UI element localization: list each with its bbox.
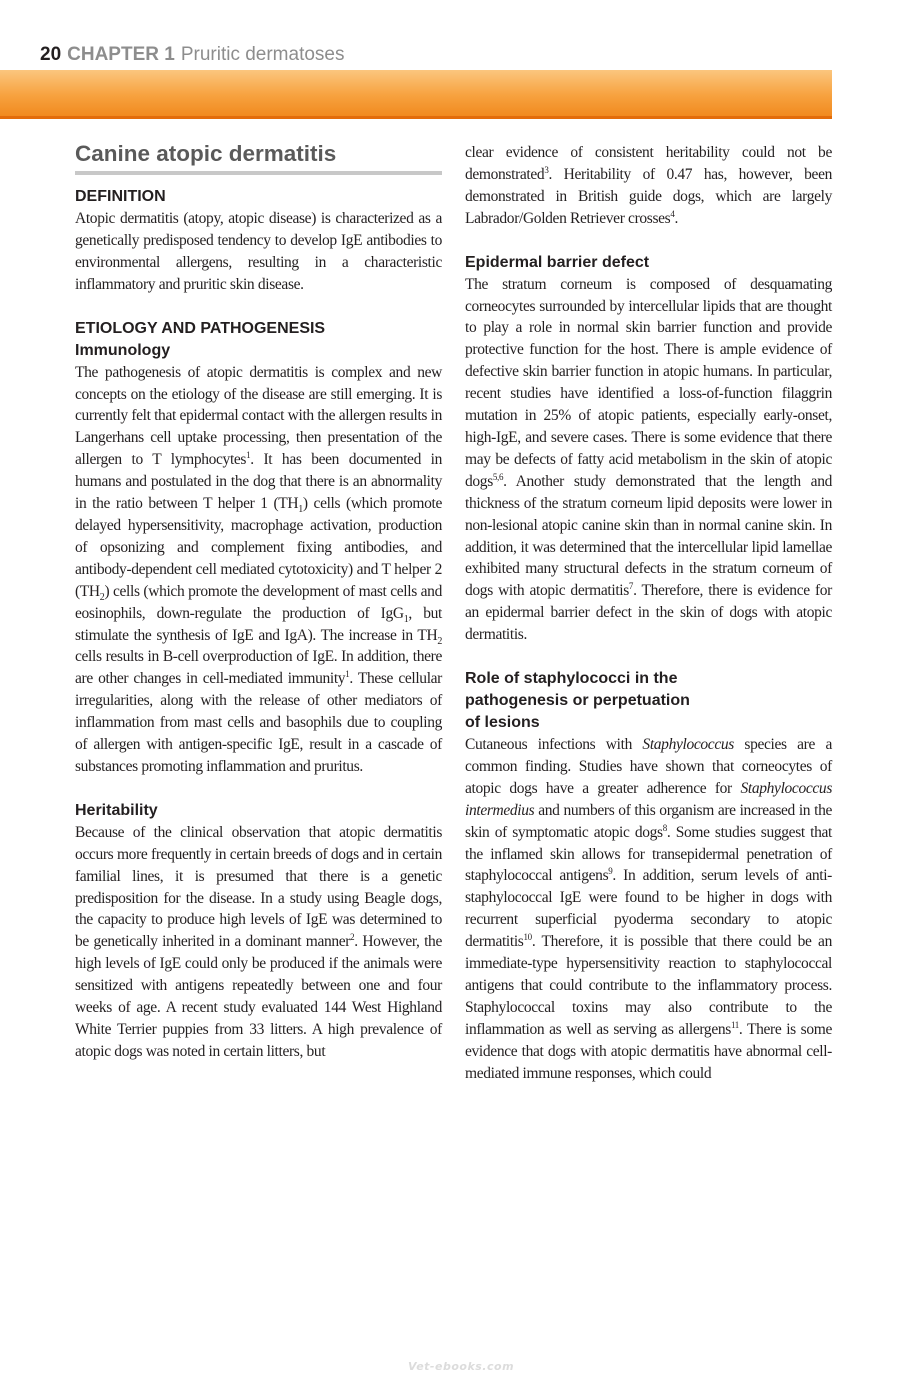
heritability-heading: Heritability <box>75 801 158 819</box>
heritability-text-left: Because of the clinical observation that atopic dermatitis occurs more frequently in certain breeds of dogs and in certain familial lines, it is presumed that there is a genetic predisposition for the disease. In a study using Beagle dogs, the capacity to produce high levels of IgE was determined to be genetically inherited in a dominant manner$^2$. However, the high levels of IgE could only be produced if the animals were sensitized with antigens repeatedly between one and four weeks of age. A recent study evaluated 144 West Highland White Terrier puppies from 33 litters. A high prevalence of atopic dogs was noted in certain litters, but <box>75 823 442 1060</box>
reference-mark: 11 <box>730 1019 739 1030</box>
left-column <box>75 138 442 1063</box>
reference-mark: 8 <box>662 822 667 833</box>
reference-mark: 3 <box>544 164 549 175</box>
page-number: 20 <box>40 44 62 65</box>
definition-heading: DEFINITION <box>75 188 166 205</box>
reference-mark: 1 <box>246 450 251 461</box>
reference-mark: 7 <box>628 581 634 592</box>
etiology-heading: ETIOLOGY AND PATHOGENESIS <box>75 319 326 337</box>
barrier-heading: Epidermal barrier defect <box>465 253 650 271</box>
watermark-logo: Vet-ebooks.com <box>408 1360 515 1373</box>
reference-mark: 4 <box>670 208 675 219</box>
right-column <box>465 138 832 1085</box>
chapter-label: CHAPTER 1 <box>67 44 175 65</box>
staph-text: Cutaneous infections with Staphylococcus species are a common finding. Studies have shown that corneocytes of atopic dogs have a greater adherence for Staphylococcus intermedius and numbers of this organism are increased in the skin of symptomatic atopic dogs$^8$. Some studies suggest that the inflamed skin allows for transepidermal penetration of staphylococcal antigens$^9$. In addition, serum levels of anti-staphylococcal IgE were found to be higher in dogs with recurrent superficial pyoderma secondary to atopic dermatitis$^{10}$. Therefore, it is possible that there could be an immediate-type hypersensitivity reaction to staphylococcal antigens that could contribute to the inflammatory process. Staphylococcal toxins may also contribute to the inflammation as well as serving as allergens$^{11}$. There is some evidence that dogs with atopic dermatitis have abnormal cell-mediated immune responses, which could <box>465 736 832 1082</box>
running-head <box>40 44 345 66</box>
subscript: 2 <box>437 635 442 647</box>
reference-mark: 2 <box>350 932 355 943</box>
immunology-heading: Immunology <box>75 341 171 359</box>
staph-heading: Role of staphylococci in the pathogenesis or perpetuation of lesions <box>465 670 690 732</box>
heritability-text-continued: clear evidence of consistent heritability could not be demonstrated$^3$. Heritability of 0.47 has, however, been demonstrated in British guide dogs, which are largely Labrador/Golden Retriever crosses$^4$. <box>465 144 832 227</box>
immunology-text: The pathogenesis of atopic dermatitis is complex and new concepts on the etiology of the disease are still emerging. It is currently felt that epidermal contact with the allergen results in Langerhans cell uptake processing, then presentation of the allergen to T lymphocytes$^1$. It has been documented in humans and postulated in the dog that there is an abnormality in the ratio between T helper 1 $(TH_1)$ cells (which promote delayed hypersensitivity, macrophage activation, production of opsonizing and complement fixing antibodies, and antibody-dependent cell mediated cytotoxicity) and T helper 2 $(TH_2)$ cells (which promote the development of mast cells and eosinophils, down-regulate the production of IgG$_1$, but stimulate the synthesis of IgE and IgA). The increase in $TH_2$ cells results in B-cell overproduction of IgE. In addition, there are other changes in cell-mediated immunity$^1$. These cellular irregularities, along with the release of other mediators of inflammation from mast cells and basophils due to coupling of allergen with antigen-specific IgE, result in a cascade of substances promoting inflammation and pruritus. <box>75 363 443 775</box>
barrier-text: The stratum corneum is composed of desquamating corneocytes surrounded by intercellular lipids that are thought to play a role in normal skin barrier function and provide protective function for the host. There is ample evidence of defective skin barrier function in atopic humans. In particular, recent studies have identified a loss-of-function filaggrin mutation in 25% of atopic patients, especially early-onset, high-IgE, and severe cases. There is some evidence that there may be defects of fatty acid metabolism in the skin of atopic dogs$^{5,6}$. Another study demonstrated that the length and thickness of the stratum corneum lipid deposits were lower in non-lesional atopic canine skin than in normal canine skin. In addition, it was determined that the intercellular lipid lamellae exhibited many structural defects in the stratum corneum of dogs with atopic dermatitis$^7$. Therefore, there is evidence for an epidermal barrier defect in the skin of dogs with atopic dermatitis. <box>465 275 832 644</box>
chapter-title: Pruritic dermatoses <box>180 44 345 65</box>
definition-text: Atopic dermatitis (atopy, atopic disease) is characterized as a genetically predisposed tendency to develop IgE antibodies to environmental allergens, resulting in a characteristic inflammatory and pruritic skin disease. <box>75 210 442 293</box>
reference-mark: 10 <box>523 932 532 943</box>
subscript: 2 <box>99 591 105 603</box>
subscript: 1 <box>403 613 409 625</box>
header-band <box>0 70 832 119</box>
reference-mark: 1 <box>345 669 350 680</box>
subscript: 1 <box>298 504 303 516</box>
reference-mark: 5,6 <box>492 471 504 482</box>
article-title: Canine atopic dermatitis <box>75 141 442 175</box>
reference-mark: 9 <box>608 866 613 877</box>
